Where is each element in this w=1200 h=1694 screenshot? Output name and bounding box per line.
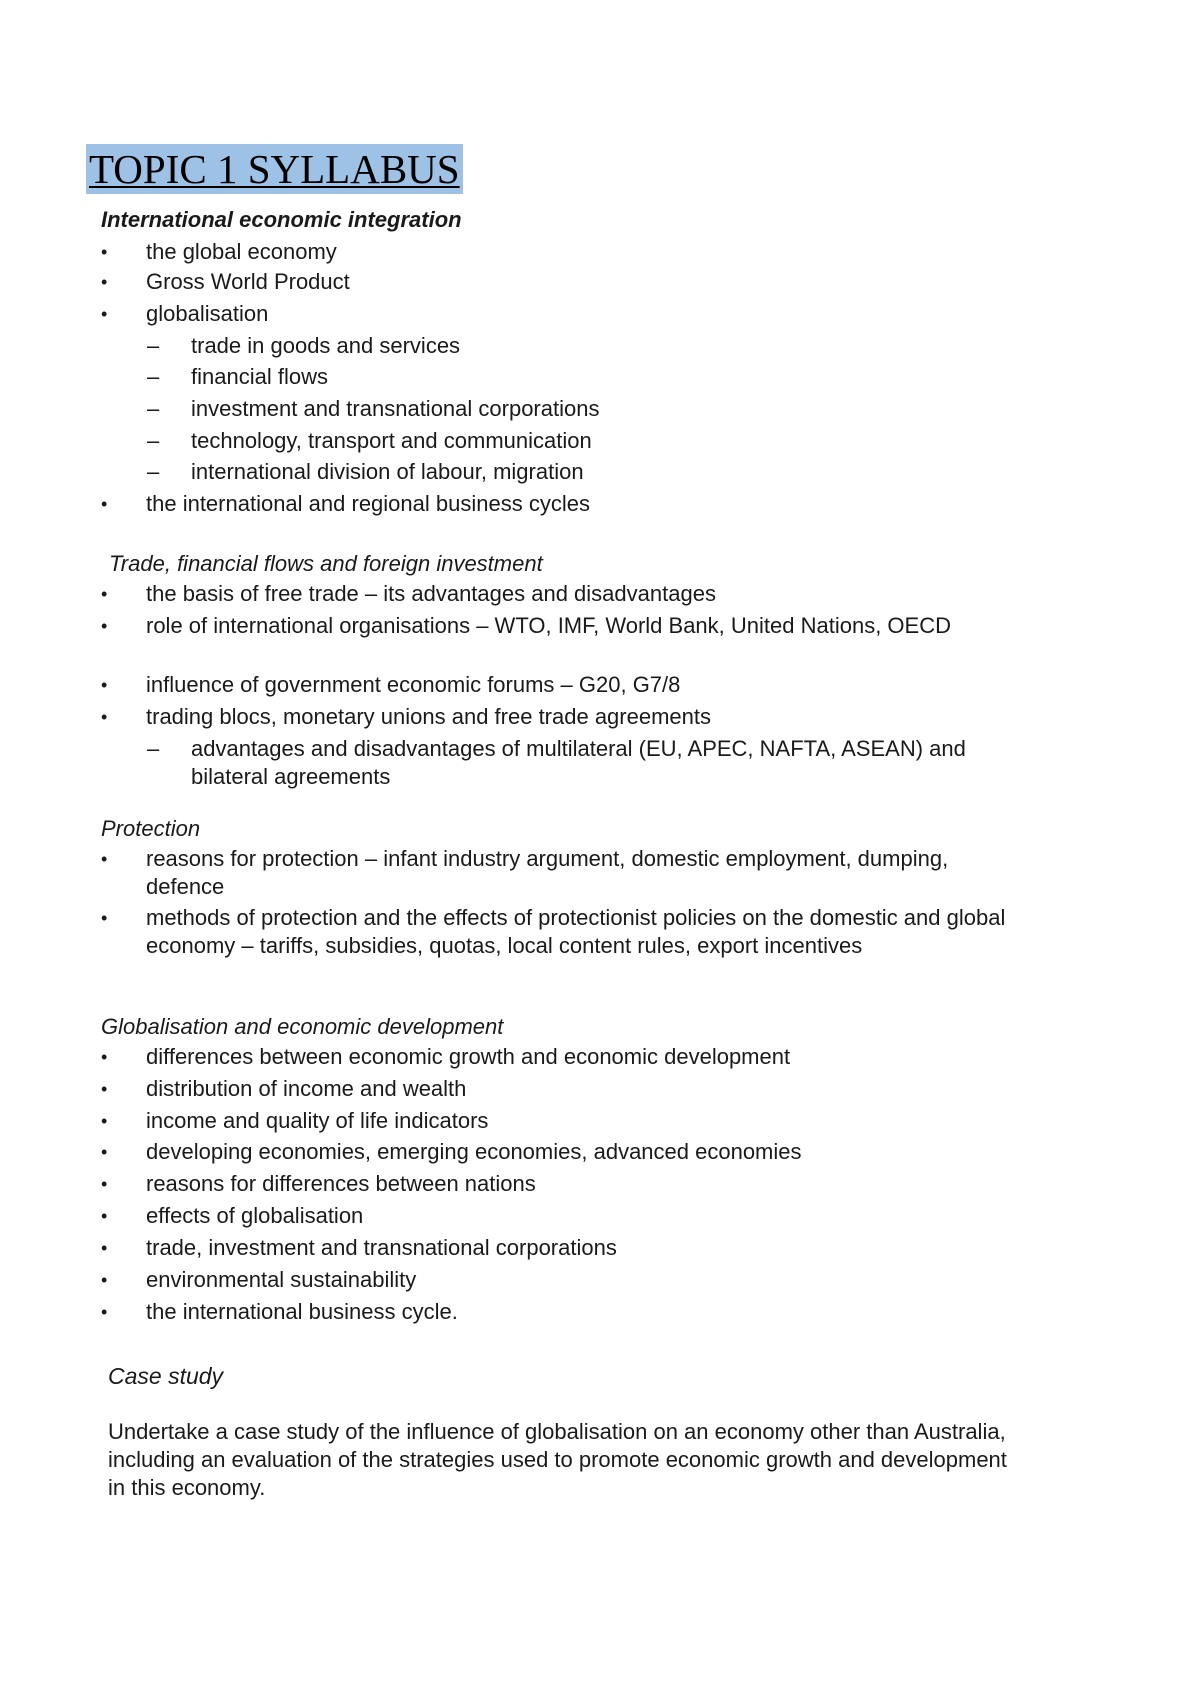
dash-icon: – xyxy=(147,364,160,389)
list-item-text: distribution of income and wealth xyxy=(146,1076,467,1101)
dash-icon: – xyxy=(147,736,160,761)
bullet-icon: • xyxy=(101,1270,108,1290)
section-heading: Globalisation and economic development xyxy=(101,1014,504,1039)
bullet-icon: • xyxy=(101,616,108,636)
list-item-text: the basis of free trade – its advantages and disadvantages xyxy=(146,581,716,606)
bullet-icon: • xyxy=(101,707,108,727)
dash-icon: – xyxy=(147,459,160,484)
bullet-icon: • xyxy=(101,494,108,514)
list-item-text: income and quality of life indicators xyxy=(146,1108,489,1133)
bullet-icon: • xyxy=(101,1238,108,1258)
bullet-icon: • xyxy=(101,584,108,604)
dash-icon: – xyxy=(147,428,160,453)
bullet-icon: • xyxy=(101,675,108,695)
case-study-body: Undertake a case study of the influence of globalisation on an economy other than Australia, including an evaluation of the strategies used to promote economic growth and development in this economy. xyxy=(108,1419,1007,1500)
list-item-text: financial flows xyxy=(191,364,328,389)
bullet-icon: • xyxy=(101,1079,108,1099)
list-item-text: methods of protection and the effects of protectionist policies on the domestic and global economy – tariffs, subsidies, quotas, local content rules, export incentives xyxy=(146,905,1006,958)
dash-icon: – xyxy=(147,396,160,421)
bullet-icon: • xyxy=(101,1206,108,1226)
section-heading: Protection xyxy=(101,816,201,841)
section-heading: Trade, financial flows and foreign investment xyxy=(109,551,543,576)
bullet-icon: • xyxy=(101,272,108,292)
list-item-text: influence of government economic forums – G20, G7/8 xyxy=(146,672,681,697)
bullet-icon: • xyxy=(101,1111,108,1131)
list-item-text: environmental sustainability xyxy=(146,1267,417,1292)
bullet-icon: • xyxy=(101,1142,108,1162)
section-heading: International economic integration xyxy=(101,207,462,232)
list-item-text: reasons for protection – infant industry argument, domestic employment, dumping, defence xyxy=(146,846,949,899)
page-title: TOPIC 1 SYLLABUS xyxy=(86,144,463,194)
bullet-icon: • xyxy=(101,1047,108,1067)
bullet-icon: • xyxy=(101,1174,108,1194)
list-item-text: reasons for differences between nations xyxy=(146,1171,536,1196)
list-item-text: role of international organisations – WTO, IMF, World Bank, United Nations, OECD xyxy=(146,613,951,638)
list-item-text: trading blocs, monetary unions and free trade agreements xyxy=(146,704,711,729)
list-item-text: the global economy xyxy=(146,239,337,264)
list-item-text: developing economies, emerging economies, advanced economies xyxy=(146,1139,802,1164)
list-item-text: the international business cycle. xyxy=(146,1299,458,1324)
bullet-icon: • xyxy=(101,1302,108,1322)
list-item-text: effects of globalisation xyxy=(146,1203,364,1228)
list-item-text: trade, investment and transnational corporations xyxy=(146,1235,617,1260)
bullet-icon: • xyxy=(101,908,108,928)
bullet-icon: • xyxy=(101,304,108,324)
list-item-text: globalisation xyxy=(146,301,269,326)
bullet-icon: • xyxy=(101,849,108,869)
list-item-text: investment and transnational corporations xyxy=(191,396,600,421)
bullet-icon: • xyxy=(101,242,108,262)
list-item-text: advantages and disadvantages of multilateral (EU, APEC, NAFTA, ASEAN) and bilateral agreements xyxy=(191,736,966,789)
list-item-text: Gross World Product xyxy=(146,269,350,294)
list-item-text: technology, transport and communication xyxy=(191,428,592,453)
list-item-text: the international and regional business cycles xyxy=(146,491,590,516)
list-item-text: trade in goods and services xyxy=(191,333,461,358)
list-item-text: differences between economic growth and economic development xyxy=(146,1044,791,1069)
section-heading: Case study xyxy=(108,1363,224,1389)
list-item-text: international division of labour, migration xyxy=(191,459,584,484)
dash-icon: – xyxy=(147,333,160,358)
